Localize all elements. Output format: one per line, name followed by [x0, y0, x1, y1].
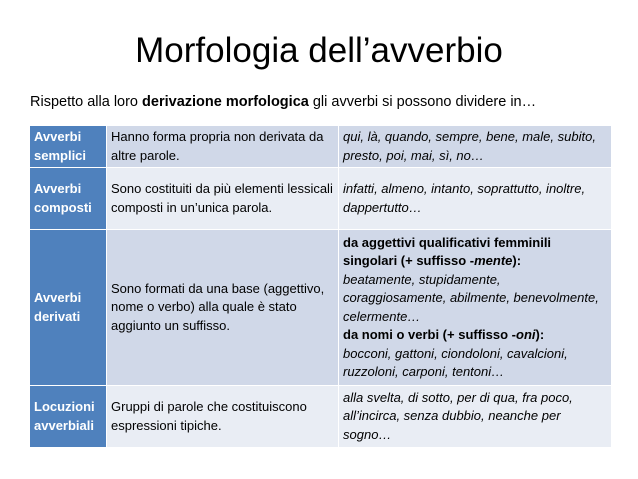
- slide-title: Morfologia dell’avverbio: [135, 31, 503, 70]
- row-description: Sono formati da una base (aggettivo, nome o verbo) alla quale è stato aggiunto un suffisso.: [107, 230, 339, 386]
- group2-heading: [343, 327, 544, 342]
- intro-text: [30, 93, 536, 111]
- group2-suffix: oni: [516, 327, 536, 342]
- row-examples: qui, là, quando, sempre, bene, male, subito, presto, poi, mai, sì, no…: [339, 126, 612, 168]
- row-label: Avverbi derivati: [30, 230, 107, 386]
- intro-before: Rispetto alla loro: [30, 94, 143, 110]
- row-label: Avverbi composti: [30, 168, 107, 230]
- intro-after: gli avverbi si possono dividere in…: [308, 94, 537, 110]
- row-examples: infatti, almeno, intanto, soprattutto, inoltre, dappertutto…: [339, 168, 612, 230]
- group1-suffix: mente: [474, 253, 513, 268]
- table-row: [30, 168, 612, 230]
- row-examples: alla svelta, di sotto, per di qua, fra poco, all’incirca, senza dubbio, neanche per sogno…: [339, 386, 612, 448]
- table-row: [30, 230, 612, 386]
- adverb-table: [29, 125, 612, 448]
- row-label: Locuzioni avverbiali: [30, 386, 107, 448]
- group2-heading-before: da nomi o verbi (+ suffisso -: [343, 327, 516, 342]
- row-description: Gruppi di parole che costituiscono espressioni tipiche.: [107, 386, 339, 448]
- table-row: [30, 126, 612, 168]
- row-examples: [339, 230, 612, 386]
- table-row: [30, 386, 612, 448]
- group1-heading-after: ):: [512, 253, 522, 268]
- row-label: Avverbi semplici: [30, 126, 107, 168]
- group2-examples: bocconi, gattoni, ciondoloni, cavalcioni, ruzzoloni, carponi, tentoni…: [343, 345, 568, 379]
- row-description: Hanno forma propria non derivata da altre parole.: [107, 126, 339, 168]
- group1-heading-before: da aggettivi qualificativi femminili singolari (+ suffisso -: [343, 234, 552, 268]
- intro-bold: derivazione morfologica: [142, 94, 309, 110]
- group2-heading-after: ):: [535, 327, 545, 342]
- group1-heading: [343, 235, 551, 269]
- row-description: Sono costituiti da più elementi lessicali composti in un’unica parola.: [107, 168, 339, 230]
- group1-examples: beatamente, stupidamente, coraggiosamente, abilmente, benevolmente, celermente…: [343, 271, 599, 324]
